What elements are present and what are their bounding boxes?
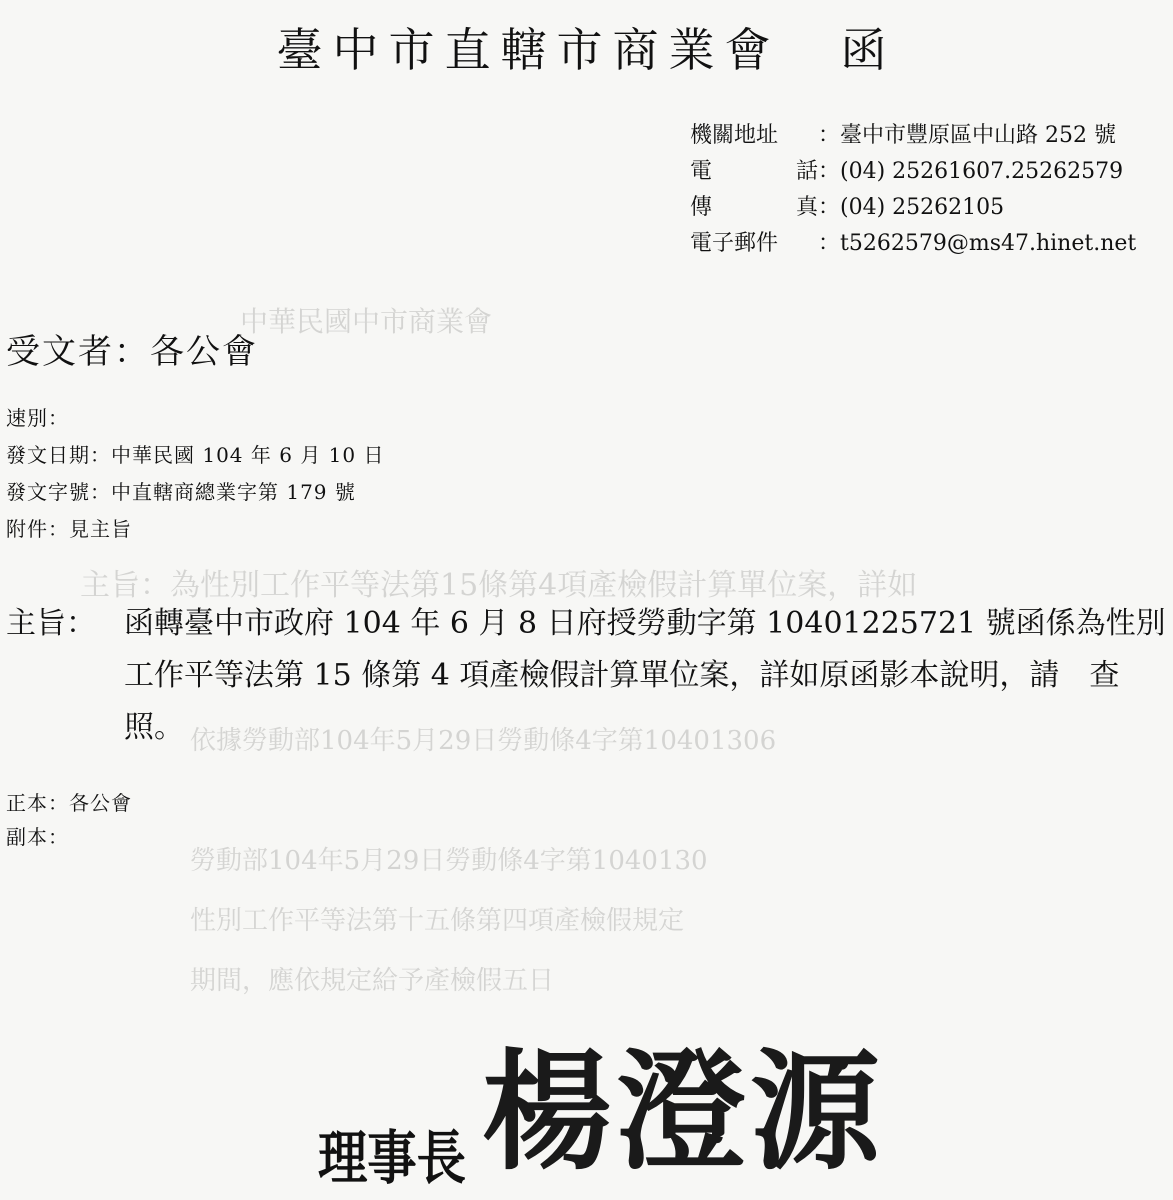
doc-type: 函 [840, 23, 897, 77]
contact-fax: (04) 25262105 [840, 195, 1005, 220]
signature-name: 楊澄源 [482, 1035, 885, 1188]
bleed-through-text: 勞動部104年5月29日勞動條4字第1040130 [190, 846, 708, 876]
bleed-through-text: 中華民國中市商業會 [240, 305, 493, 338]
org-name: 臺中市直轄市商業會 [276, 23, 781, 77]
contact-email-row: 電子郵件 ： t5262579@ms47.hinet.net [690, 226, 1136, 262]
bleed-through-text: 依據勞動部104年5月29日勞動條4字第10401306 [190, 726, 777, 756]
meta-doc-number: 發文字號：中直轄商總業字第 179 號 [6, 480, 356, 504]
cc-recipient: 副本： [6, 825, 69, 849]
copies-block [6, 786, 132, 854]
subject-text: 函轉臺中市政府 104 年 6 月 8 日府授勞動字第 10401225721 號函係為性別工作平等法第 15 條第 4 項產檢假計算單位案，詳如原函影本說明，請 查照。 [124, 606, 1166, 745]
contact-fax-row: 傳 真 ： (04) 25262105 [690, 190, 1136, 226]
contact-email: t5262579@ms47.hinet.net [840, 231, 1137, 256]
contact-label: 電子郵件 [690, 231, 779, 256]
signature-title: 理事長 [318, 1124, 466, 1192]
contact-address-row: 機關地址 ： 臺中市豐原區中山路 252 號 [690, 118, 1136, 154]
subject-label: 主旨： [6, 606, 96, 641]
bleed-through-text: 性別工作平等法第十五條第四項產檢假規定 [190, 906, 685, 936]
contact-label: 傳 真 [690, 195, 818, 220]
meta-issue-date: 發文日期：中華民國 104 年 6 月 10 日 [6, 443, 385, 467]
meta-attachment: 附件：見主旨 [6, 517, 132, 541]
contact-phone: (04) 25261607.25262579 [840, 159, 1124, 184]
contact-address: 臺中市豐原區中山路 252 號 [840, 123, 1116, 148]
contact-label: 電 話 [690, 159, 818, 184]
recipient-value: 各公會 [150, 332, 258, 372]
document-title [0, 14, 1173, 80]
contact-label: 機關地址 [690, 123, 779, 148]
recipient-label: 受文者 [6, 332, 114, 372]
document-meta [6, 400, 385, 548]
meta-speed: 速別： [6, 406, 69, 430]
original-recipient: 正本：各公會 [6, 791, 132, 815]
contact-phone-row: 電 話 ： (04) 25261607.25262579 [690, 154, 1136, 190]
org-contact-block [690, 118, 1136, 262]
recipient-line: 受文者：各公會 [6, 332, 258, 372]
bleed-through-text: 主旨：為性別工作平等法第15條第4項產檢假計算單位案，詳如 [80, 568, 918, 603]
signature-stamp [318, 1035, 885, 1195]
bleed-through-text: 期間，應依規定給予產檢假五日 [190, 966, 555, 996]
